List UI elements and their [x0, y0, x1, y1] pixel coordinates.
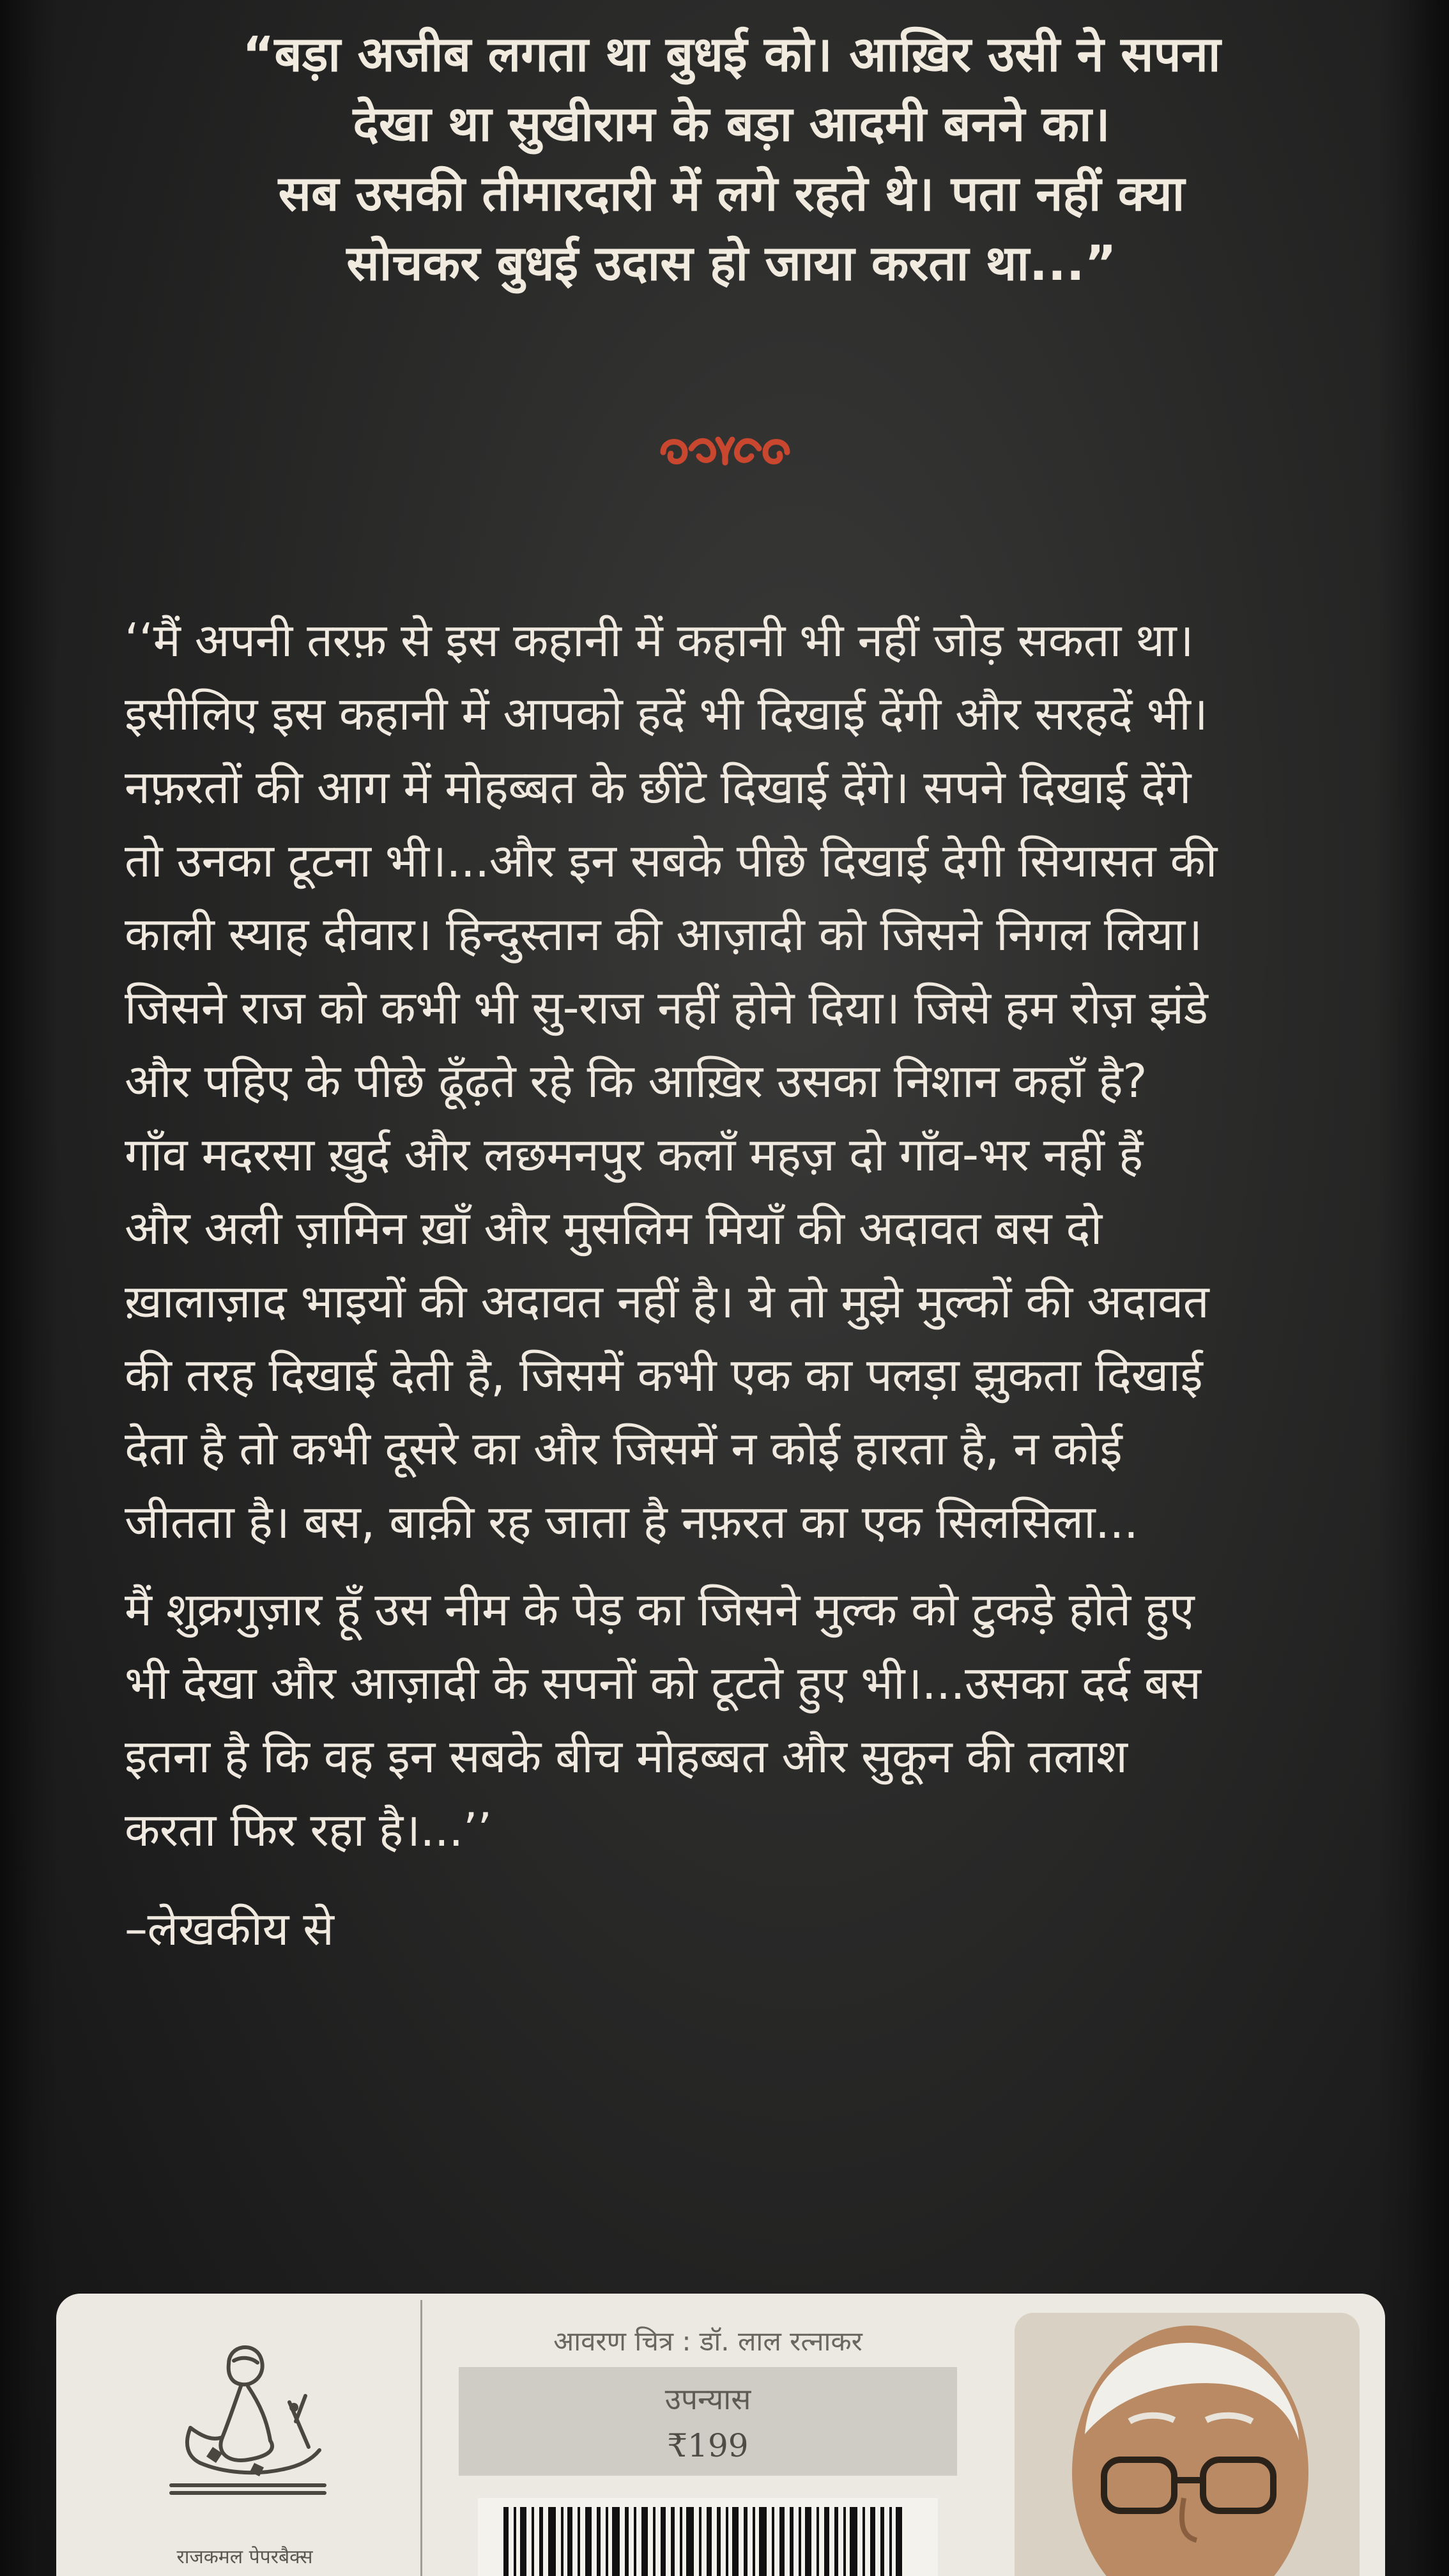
excerpt-line: जिसने राज को कभी भी सु-राज नहीं होने दिया। जिसे हम रोज़ झंडे [125, 981, 1208, 1034]
top-quote [147, 19, 1316, 298]
top-quote-line: देखा था सुखीराम के बड़ा आदमी बनने का। [353, 95, 1110, 152]
author-portrait-photo [1015, 2313, 1360, 2576]
cover-art-credit: आवरण चित्र : डॉ. लाल रत्नाकर [553, 2326, 862, 2357]
excerpt-line: इतना है कि वह इन सबके बीच मोहब्बत और सुकून की तलाश [125, 1729, 1128, 1783]
excerpt-line: गाँव मदरसा ख़ुर्द और लछमनपुर कलाँ महज़ दो गाँव-भर नहीं हैं [125, 1128, 1143, 1181]
writer-with-quill-logo-icon [152, 2326, 344, 2530]
top-quote-line: सोचकर बुधई उदास हो जाया करता था...” [346, 234, 1117, 291]
decorative-flourish-icon [652, 424, 799, 475]
excerpt-line: इसीलिए इस कहानी में आपको हदें भी दिखाई देंगी और सरहदें भी। [125, 687, 1208, 740]
excerpt-line: तो उनका टूटना भी।...और इन सबके पीछे दिखाई देगी सियासत की [125, 834, 1217, 887]
cover-left-edge-shadow [0, 0, 57, 2576]
excerpt-line: और अली ज़ामिन ख़ाँ और मुसलिम मियाँ की अदावत बस दो [125, 1201, 1102, 1255]
strip-divider [420, 2300, 422, 2576]
paragraph-gap [125, 1559, 1332, 1573]
excerpt-attribution: –लेखकीय से [125, 1902, 334, 1956]
excerpt-line: भी देखा और आज़ादी के सपनों को टूटते हुए भी।...उसका दर्द बस [125, 1656, 1201, 1710]
excerpt-line: काली स्याह दीवार। हिन्दुस्तान की आज़ादी को जिसने निगल लिया। [125, 907, 1202, 961]
author-portrait-icon [1015, 2313, 1360, 2576]
top-quote-line: सब उसकी तीमारदारी में लगे रहते थे। पता नहीं क्या [278, 165, 1185, 222]
excerpt-line: की तरह दिखाई देती है, जिसमें कभी एक का पलड़ा झुकता दिखाई [125, 1348, 1203, 1402]
excerpt-line: नफ़रतों की आग में मोहब्बत के छींटे दिखाई देंगे। सपने दिखाई देंगे [125, 760, 1192, 814]
barcode-icon [478, 2498, 938, 2576]
excerpt-line: जीतता है। बस, बाक़ी रह जाता है नफ़रत का एक सिलसिला... [125, 1495, 1138, 1549]
excerpt-line: मैं शुक्रगुज़ार हूँ उस नीम के पेड़ का जिसने मुल्क को टुकड़े होते हुए [125, 1583, 1195, 1636]
publisher-info-strip [56, 2294, 1385, 2576]
excerpt-line: और पहिए के पीछे ढूँढ़ते रहे कि आख़िर उसका निशान कहाँ है? [125, 1054, 1147, 1108]
author-excerpt [125, 604, 1332, 1966]
genre-label: उपन्यास [664, 2382, 751, 2416]
cover-right-edge-shadow [1379, 0, 1449, 2576]
publisher-block [56, 2294, 401, 2576]
genre-price-box [459, 2367, 957, 2476]
excerpt-line: ‘‘मैं अपनी तरफ़ से इस कहानी में कहानी भी नहीं जोड़ सकता था। [125, 613, 1194, 667]
publisher-name: राजकमल पेपरबैक्स [176, 2546, 313, 2568]
excerpt-line: देता है तो कभी दूसरे का और जिसमें न कोई हारता है, न कोई [125, 1422, 1123, 1475]
top-quote-line: “बड़ा अजीब लगता था बुधई को। आख़िर उसी ने सपना [242, 26, 1221, 82]
excerpt-line: ख़ालाज़ाद भाइयों की अदावत नहीं है। ये तो मुझे मुल्कों की अदावत [125, 1275, 1209, 1328]
excerpt-line: करता फिर रहा है।...’’ [125, 1803, 492, 1857]
price-label: ₹199 [667, 2427, 749, 2464]
